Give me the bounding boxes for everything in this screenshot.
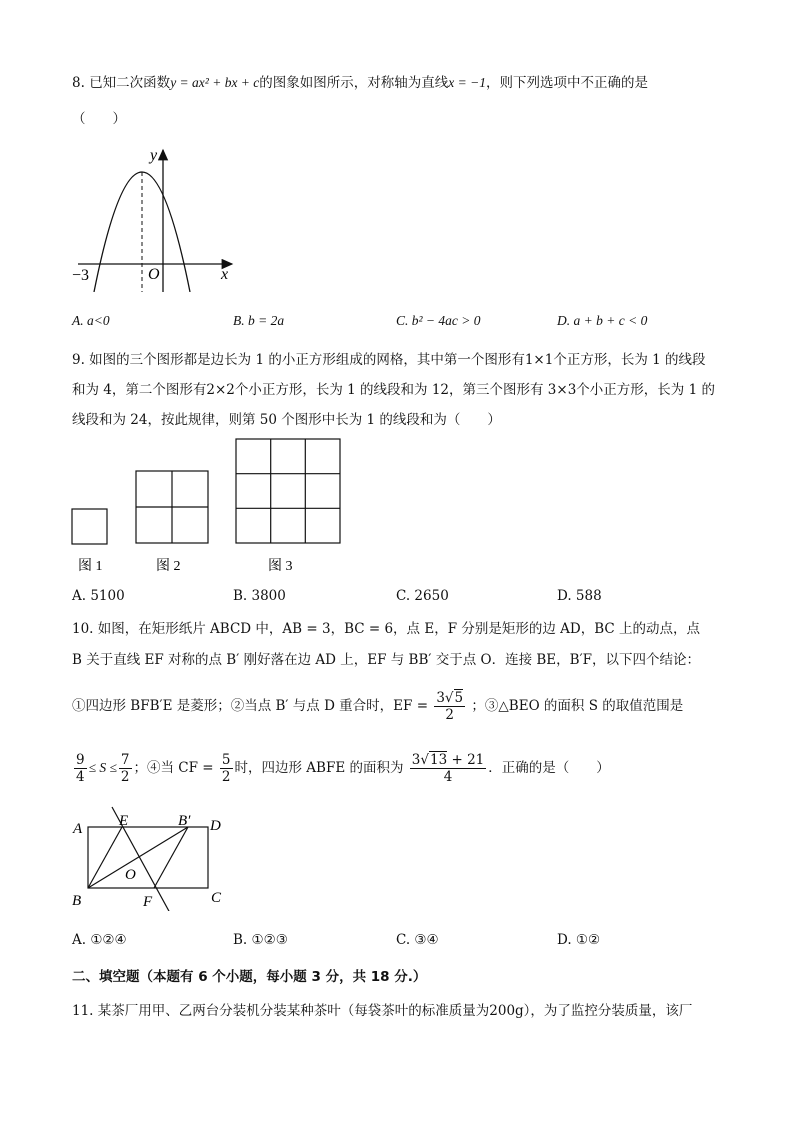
fraction-7-2: $\frac{7}{2}$ bbox=[120, 752, 130, 785]
section-title: 二、填空题（本题有 6 个小题，每小题 3 分，共 18 分.） bbox=[72, 969, 427, 985]
fig-label-1: 图 1 bbox=[78, 559, 103, 574]
q9-stem-line1: 9. 如图的三个图形都是边长为 1 的小正方形组成的网格，其中第一个图形有1×1个正方形，长为 1 的线段 bbox=[72, 352, 706, 368]
q10-stem-line2: B 关于直线 EF 对称的点 B′ 刚好落在边 AD 上，EF 与 BB′ 交于点 O．连接 BE，B′F，以下四个结论： bbox=[72, 652, 701, 668]
origin-label: O bbox=[148, 266, 160, 283]
point-a-label: A bbox=[73, 821, 83, 837]
fraction-5-2: $\frac{5}{2}$ bbox=[221, 752, 231, 785]
fraction-ef: $\frac{3√5}{2}$ bbox=[436, 690, 464, 723]
q9-grid-figures bbox=[70, 438, 360, 578]
point-o-label: O bbox=[125, 867, 136, 883]
q10-stem-line4: $\frac{9}{4}$ ≤ S ≤ $\frac{7}{2}$ ；④当 CF = $\frac{5}{2}$ 时，四边形 ABFE 的面积为 $\frac{3√13 + 21}{4}$ ．正确的是（ ） bbox=[76, 752, 610, 785]
grid-figure-3 bbox=[236, 439, 340, 543]
q10-option-b[interactable]: B. ①②③ bbox=[233, 932, 288, 948]
q8-option-b[interactable]: B. b = 2a bbox=[233, 313, 285, 328]
point-e-label: E bbox=[119, 813, 129, 829]
q9-stem-line3: 线段和为 24，按此规律，则第 50 个图形中长为 1 的线段和为（ ） bbox=[72, 412, 501, 428]
q8-option-d[interactable]: D. a + b + c < 0 bbox=[557, 313, 648, 328]
q9-stem-line2: 和为 4，第二个图形有2×2个小正方形，长为 1 的线段和为 12，第三个图形有 3×3个小正方形，长为 1 的 bbox=[72, 382, 715, 398]
q9-option-d[interactable]: D. 588 bbox=[557, 588, 602, 604]
y-axis-label: y bbox=[150, 147, 158, 164]
q8-option-a[interactable]: A. a<0 bbox=[72, 313, 110, 328]
point-c-label: C bbox=[211, 890, 222, 906]
q10-option-a[interactable]: A. ①②④ bbox=[72, 932, 127, 948]
q8-answer-paren: （ ） bbox=[72, 111, 126, 127]
q11-stem-line1: 11. 某茶厂用甲、乙两台分装机分装某种茶叶（每袋茶叶的标准质量为200g），为了监控分装质量，该厂 bbox=[72, 1003, 693, 1019]
fig-label-2: 图 2 bbox=[156, 559, 181, 574]
point-d-label: D bbox=[210, 818, 221, 834]
q8-parabola-graph bbox=[66, 142, 246, 292]
q8-option-c[interactable]: C. b² − 4ac > 0 bbox=[396, 313, 481, 328]
point-f-label: F bbox=[143, 894, 153, 910]
x-axis-label: x bbox=[221, 266, 229, 283]
q10-stem-line3: ①四边形 BFB′E 是菱形；②当点 B′ 与点 D 重合时，EF = $\frac{3√5}{2}$ ；③△BEO 的面积 S 的取值范围是 bbox=[72, 690, 684, 723]
fraction-9-4: $\frac{9}{4}$ bbox=[76, 752, 85, 785]
q8-function: y = ax² + bx + c bbox=[170, 75, 260, 90]
segment-bbp bbox=[88, 827, 188, 888]
fraction-area: $\frac{3√13 + 21}{4}$ bbox=[411, 752, 485, 785]
point-b-label: B bbox=[72, 893, 82, 909]
q10-stem-line1: 10. 如图，在矩形纸片 ABCD 中，AB = 3，BC = 6，点 E，F 分别是矩形的边 AD，BC 上的动点，点 bbox=[72, 621, 701, 637]
q9-option-c[interactable]: C. 2650 bbox=[396, 588, 449, 604]
q9-option-a[interactable]: A. 5100 bbox=[72, 588, 125, 604]
q8-number: 8. bbox=[72, 75, 85, 91]
q9-option-b[interactable]: B. 3800 bbox=[233, 588, 286, 604]
q10-option-d[interactable]: D. ①② bbox=[557, 932, 601, 948]
q8-stem: 8. 已知二次函数y = ax² + bx + c的图象如图所示，对称轴为直线x = −1，则下列选项中不正确的是 bbox=[72, 75, 649, 91]
segment-be bbox=[88, 827, 122, 888]
root-label: −3 bbox=[72, 267, 90, 284]
point-bp-label: B′ bbox=[178, 813, 191, 829]
fig-label-3: 图 3 bbox=[268, 559, 293, 574]
q10-option-c[interactable]: C. ③④ bbox=[396, 932, 439, 948]
q8-axis-of-symmetry: x = −1 bbox=[448, 75, 487, 90]
q10-rectangle-figure bbox=[70, 806, 240, 911]
rectangle-abcd bbox=[88, 827, 208, 888]
segment-bpf bbox=[154, 827, 188, 888]
grid-figure-2 bbox=[136, 471, 208, 543]
grid-figure-1 bbox=[72, 509, 107, 544]
